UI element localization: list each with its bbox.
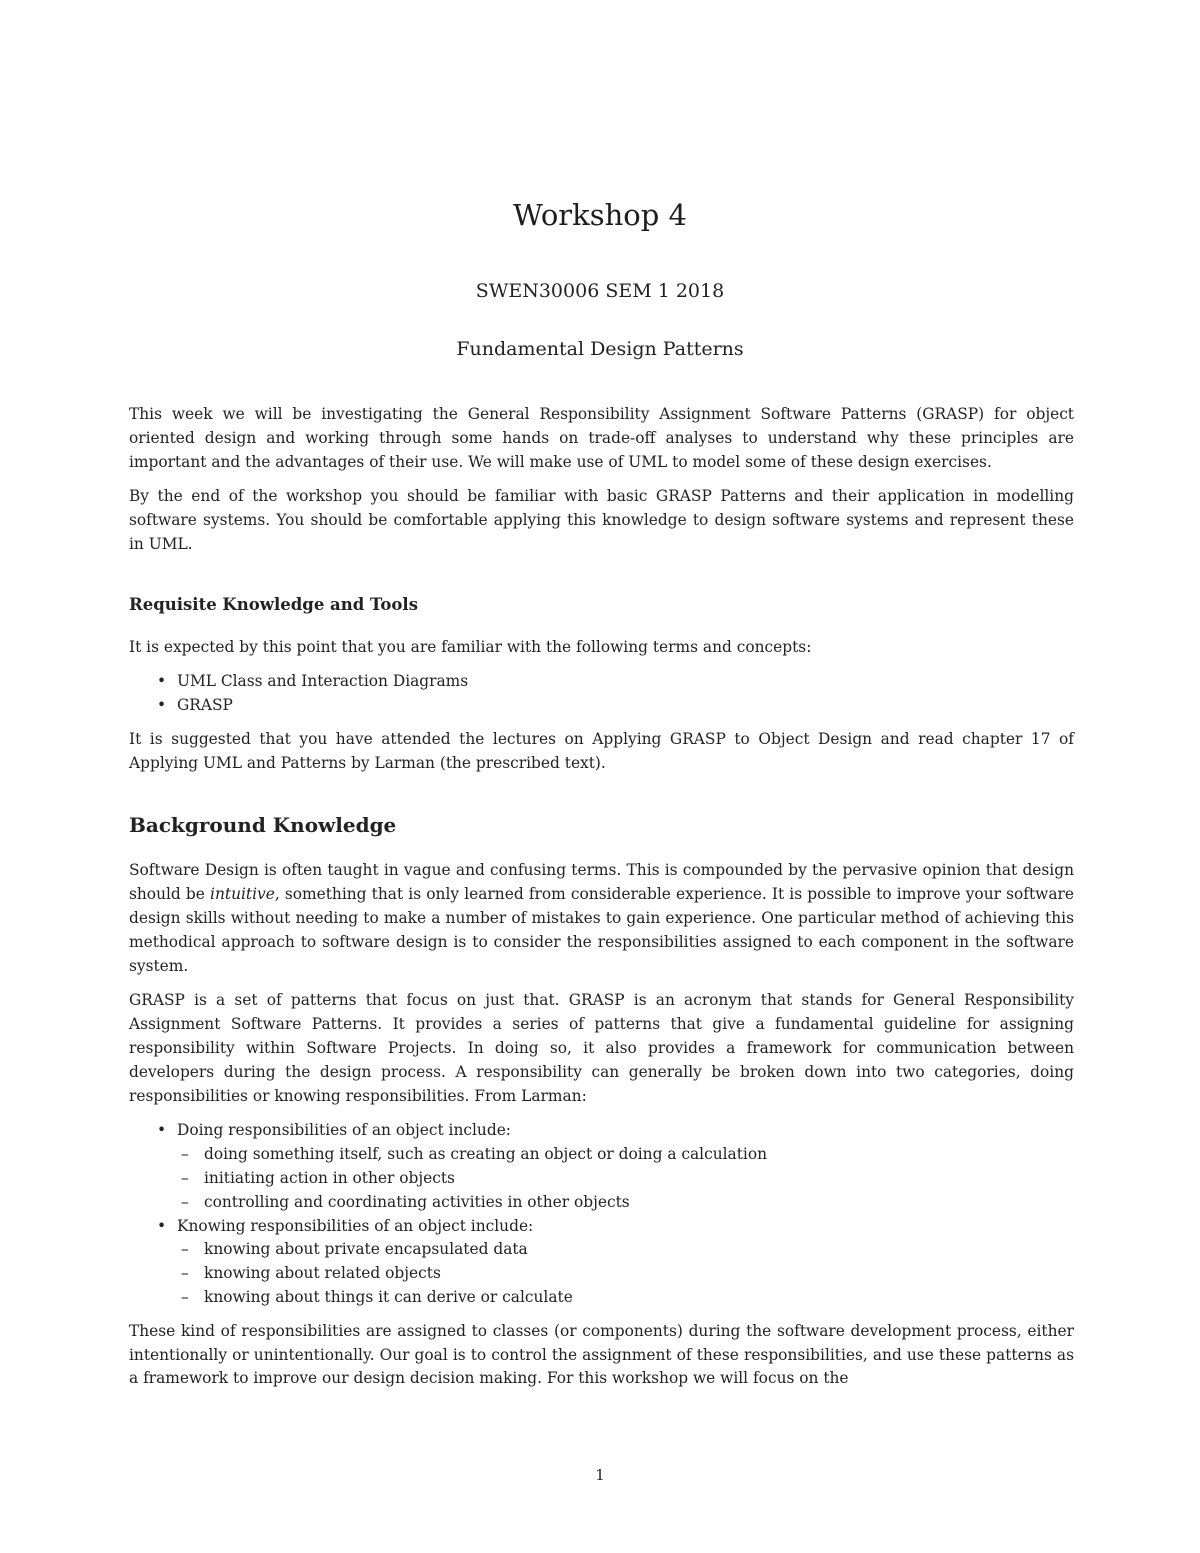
doing-sublist	[177, 1143, 1074, 1214]
list-item: • UML Class and Interaction Diagrams	[129, 670, 1074, 694]
requisite-lead: It is expected by this point that you are familiar with the following terms and concepts:	[129, 637, 812, 656]
document-body	[129, 403, 1074, 1402]
emphasis-intuitive: intuitive	[210, 885, 275, 904]
knowing-responsibilities: • Knowing responsibilities of an object include: – knowing about private encapsulated data – knowing about related objects – knowing about things it can derive or calculate	[129, 1215, 1074, 1310]
workshop-topic: Fundamental Design Patterns	[456, 338, 744, 360]
list-item: – initiating action in other objects	[177, 1167, 1074, 1191]
requisite-list	[129, 670, 1074, 718]
doing-responsibilities: • Doing responsibilities of an object include: – doing something itself, such as creating an object or doing a calculation – initiating action in other objects – controlling and coordinating activities in other objects	[129, 1119, 1074, 1214]
intro-paragraph-2: By the end of the workshop you should be familiar with basic GRASP Patterns and their application in modelling software systems. You should be comfortable applying this knowledge to design software systems and represent these in UML.	[129, 487, 1074, 553]
list-item: – knowing about private encapsulated data	[177, 1238, 1074, 1262]
knowing-sublist	[177, 1238, 1074, 1309]
background-paragraph-2: GRASP is a set of patterns that focus on just that. GRASP is an acronym that stands for General Responsibility Assignment Software Patterns. It provides a series of patterns that give a fundamental guideline for assigning responsibility within Software Projects. In doing so, it also provides a framework for communication between developers during the design process. A responsibility can generally be broken down into two categories, doing responsibilities or knowing responsibilities. From Larman:	[129, 991, 1074, 1105]
intro-paragraph-1: This week we will be investigating the General Responsibility Assignment Software Patterns (GRASP) for object oriented design and working through some hands on trade-off analyses to understand why these principles are important and the advantages of their use. We will make use of UML to model some of these design exercises.	[129, 405, 1074, 471]
document-title: Workshop 4	[513, 198, 687, 232]
background-paragraph-3: These kind of responsibilities are assigned to classes (or components) during the software development process, either intentionally or unintentionally. Our goal is to control the assignment of these responsibilities, and use these patterns as a framework to improve our design decision making. For this workshop we will focus on the	[129, 1321, 1074, 1388]
list-item: – doing something itself, such as creating an object or doing a calculation	[177, 1143, 1074, 1167]
requisite-suggestion: It is suggested that you have attended the lectures on Applying GRASP to Object Design and read chapter 17 of Applying UML and Patterns by Larman (the prescribed text).	[129, 729, 1074, 772]
course-code: SWEN30006 SEM 1 2018	[475, 280, 725, 302]
requisite-heading: Requisite Knowledge and Tools	[129, 594, 418, 614]
list-item: – controlling and coordinating activities in other objects	[177, 1191, 1074, 1215]
list-item: • GRASP	[129, 694, 1074, 718]
page-number: 1	[595, 1466, 605, 1484]
responsibilities-list	[129, 1119, 1074, 1309]
list-item: – knowing about things it can derive or calculate	[177, 1286, 1074, 1310]
background-paragraph-1: Software Design is often taught in vague and confusing terms. This is compounded by the pervasive opinion that design should be intuitive, something that is only learned from considerable experience. It is possible to improve your software design skills without needing to make a number of mistakes to gain experience. One particular method of achieving this methodical approach to software design is to consider the responsibilities assigned to each component in the software system.	[129, 861, 1074, 975]
background-heading: Background Knowledge	[129, 812, 397, 837]
list-item: – knowing about related objects	[177, 1262, 1074, 1286]
